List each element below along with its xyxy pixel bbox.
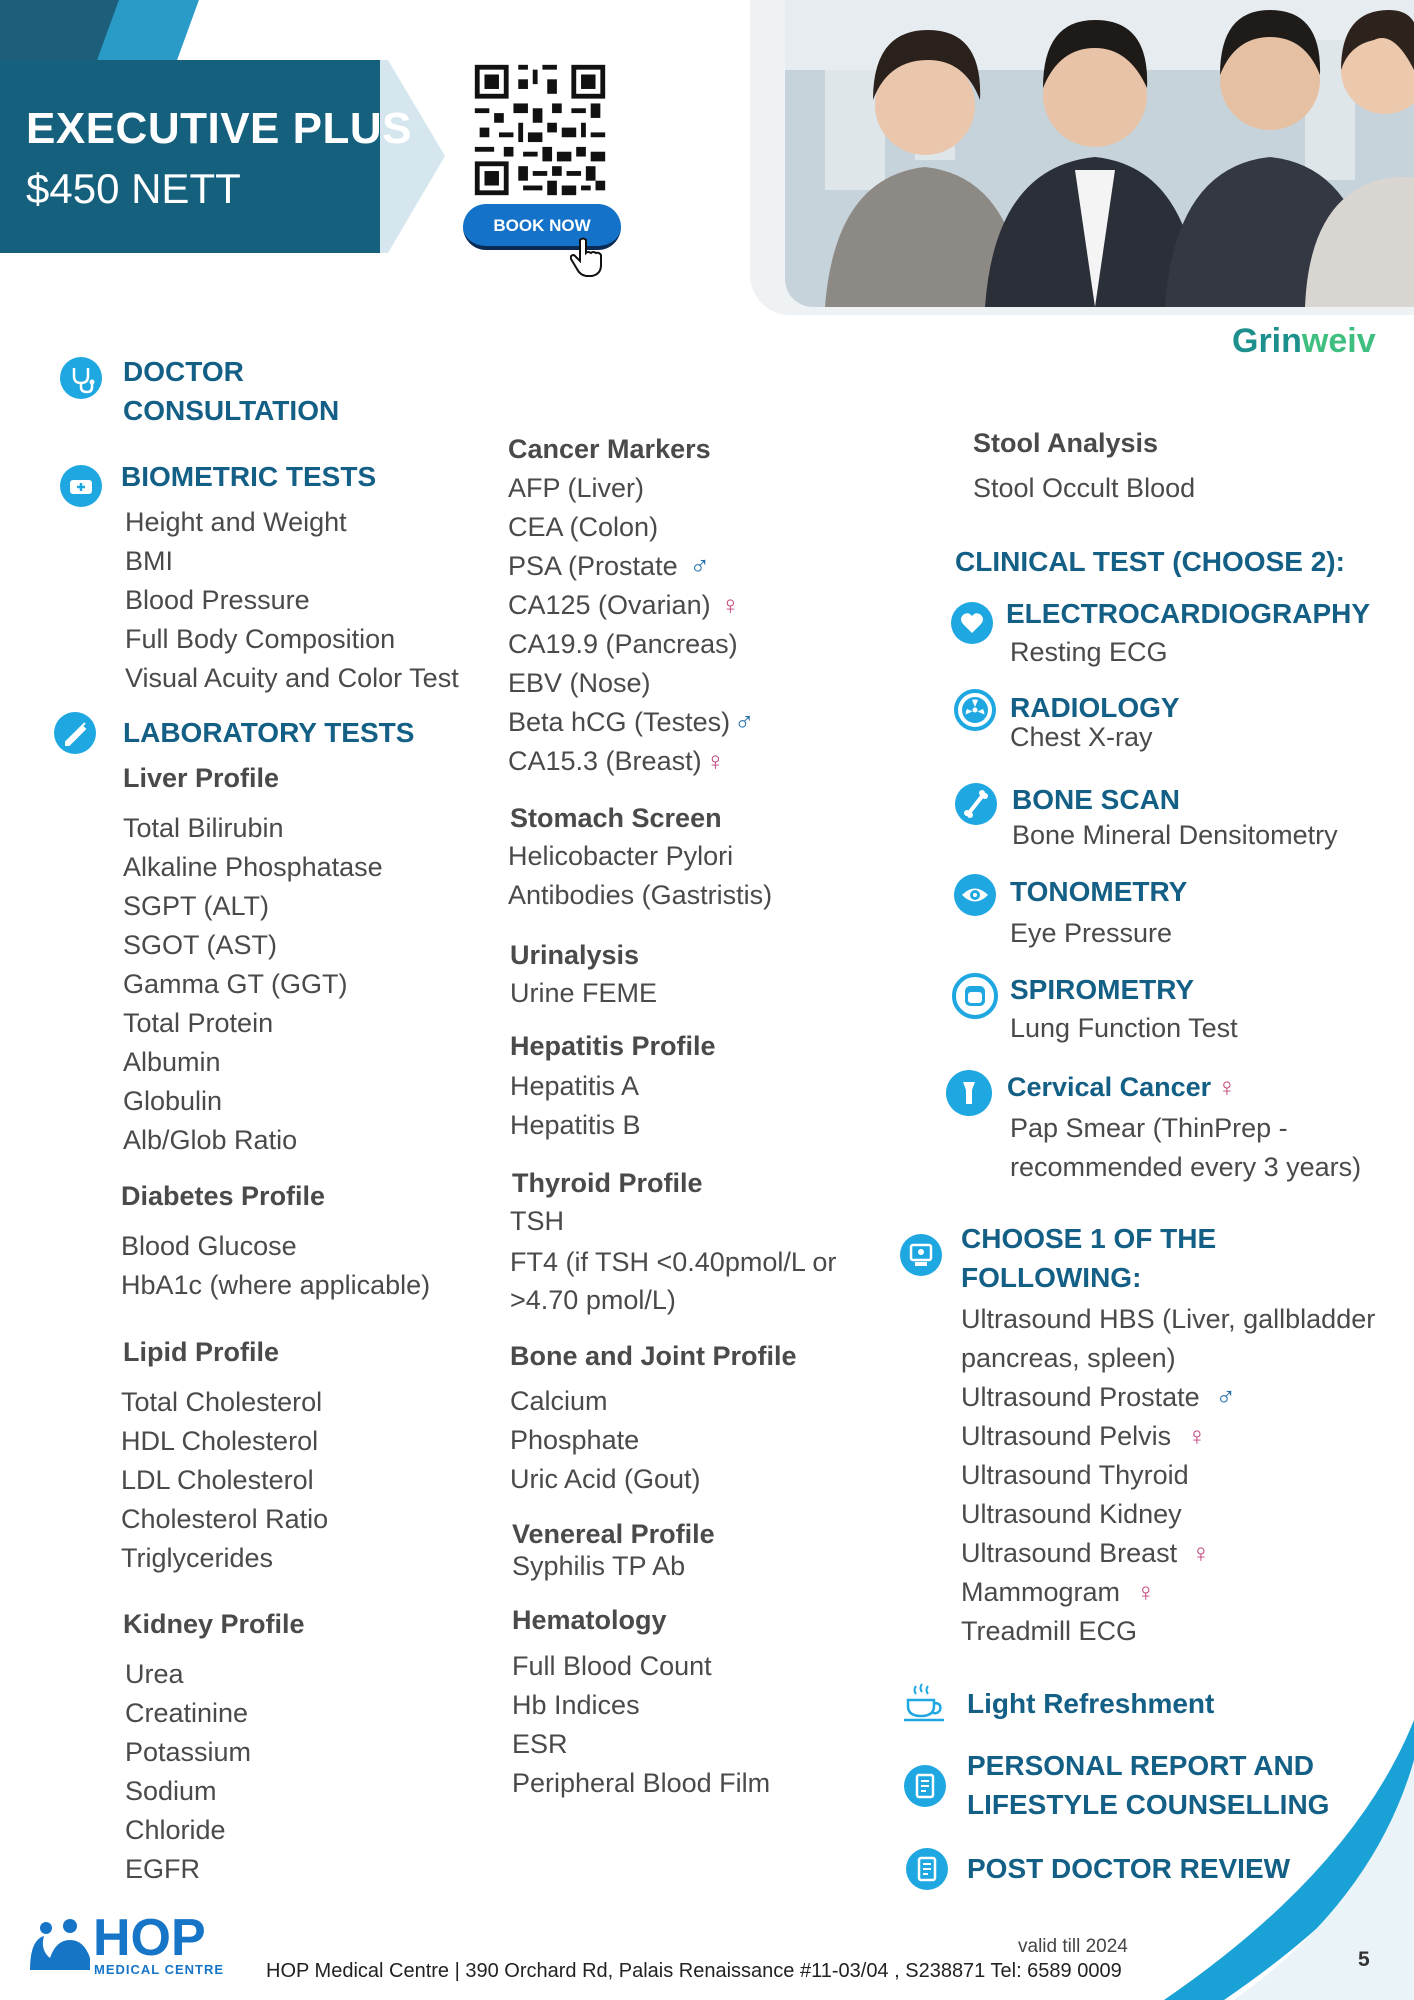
urinalysis-item: Urine FEME	[510, 978, 658, 1008]
lipid-item: Triglycerides	[121, 1543, 274, 1573]
cancer-markers-title: Cancer Markers	[508, 434, 711, 464]
medical-kit-icon	[60, 465, 102, 507]
doctor-consultation-title-2: CONSULTATION	[123, 395, 340, 426]
lipid-item: Cholesterol Ratio	[121, 1504, 329, 1534]
thyroid-item: >4.70 pmol/L)	[510, 1285, 676, 1315]
choose-item: Ultrasound Prostate ♂	[961, 1382, 1236, 1412]
hepatitis-item: Hepatitis A	[510, 1071, 640, 1101]
venereal-item: Syphilis TP Ab	[512, 1551, 686, 1581]
ecg-title: ELECTROCARDIOGRAPHY	[1006, 598, 1371, 629]
coffee-cup-icon	[900, 1678, 952, 1726]
liver-item: SGPT (ALT)	[123, 891, 270, 921]
book-now-button[interactable]: BOOK NOW	[463, 204, 621, 250]
choose-item: Ultrasound Pelvis ♀	[961, 1421, 1207, 1451]
kidney-item: Chloride	[125, 1815, 226, 1845]
cervical-cancer-title: Cervical Cancer ♀	[1007, 1072, 1237, 1102]
grinweiv-logo: Grinweiv	[1232, 322, 1376, 360]
cancer-item: EBV (Nose)	[508, 668, 651, 698]
female-icon: ♀	[705, 746, 726, 776]
spirometry-title: SPIROMETRY	[1010, 974, 1195, 1005]
report-document-icon	[904, 1765, 946, 1807]
choose-one-title-1: CHOOSE 1 OF THE	[961, 1223, 1217, 1254]
cancer-item: Beta hCG (Testes) ♂	[508, 707, 755, 737]
cervical-item: Pap Smear (ThinPrep -	[1010, 1113, 1288, 1143]
thyroid-profile-title: Thyroid Profile	[512, 1168, 703, 1198]
choose-item: Ultrasound Thyroid	[961, 1460, 1189, 1490]
liver-profile-title: Liver Profile	[123, 763, 280, 793]
bone-item: Uric Acid (Gout)	[510, 1464, 701, 1494]
bone-icon	[955, 783, 997, 825]
biometric-item: Visual Acuity and Color Test	[125, 663, 459, 693]
female-icon: ♀	[1136, 1577, 1156, 1607]
stool-analysis-title: Stool Analysis	[973, 428, 1159, 458]
cancer-item: CA125 (Ovarian) ♀	[508, 590, 741, 620]
biometric-item: Blood Pressure	[125, 585, 310, 615]
bone-scan-item: Bone Mineral Densitometry	[1012, 820, 1338, 850]
cancer-item: CA19.9 (Pancreas)	[508, 629, 738, 659]
package-price: $450 NETT	[26, 165, 241, 212]
heart-icon	[951, 602, 993, 644]
cancer-item: PSA (Prostate ♂	[508, 551, 710, 581]
tonometry-item: Eye Pressure	[1010, 918, 1173, 948]
kidney-item: Creatinine	[125, 1698, 249, 1728]
cancer-item: AFP (Liver)	[508, 473, 645, 503]
radiology-title: RADIOLOGY	[1010, 692, 1180, 723]
kidney-item: Urea	[125, 1659, 184, 1689]
hepatitis-item: Hepatitis B	[510, 1110, 641, 1140]
radiation-icon	[954, 689, 996, 731]
liver-item: Albumin	[123, 1047, 221, 1077]
male-icon: ♂	[689, 551, 710, 581]
biometric-item: Full Body Composition	[125, 624, 396, 654]
kidney-item: EGFR	[125, 1854, 201, 1884]
female-icon: ♀	[1217, 1072, 1237, 1102]
urinalysis-title: Urinalysis	[510, 940, 640, 970]
biometric-item: BMI	[125, 546, 174, 576]
clinical-test-title: CLINICAL TEST (CHOOSE 2):	[955, 546, 1345, 577]
lipid-item: LDL Cholesterol	[121, 1465, 314, 1495]
liver-item: Total Protein	[123, 1008, 274, 1038]
liver-item: Alkaline Phosphatase	[123, 852, 383, 882]
hematology-item: Peripheral Blood Film	[512, 1768, 771, 1798]
bone-item: Phosphate	[510, 1425, 640, 1455]
choose-item: Ultrasound Kidney	[961, 1499, 1182, 1529]
stomach-screen-title: Stomach Screen	[510, 803, 722, 833]
choose-item: Ultrasound HBS (Liver, gallbladder	[961, 1304, 1376, 1334]
thyroid-item: FT4 (if TSH <0.40pmol/L or	[510, 1247, 837, 1277]
kidney-item: Sodium	[125, 1776, 217, 1806]
stomach-item: Helicobacter Pylori	[508, 841, 734, 871]
stethoscope-icon	[60, 357, 102, 399]
radiology-item: Chest X-ray	[1010, 722, 1153, 752]
biometric-item: Height and Weight	[125, 507, 347, 537]
review-document-icon	[906, 1848, 948, 1890]
diabetes-item: HbA1c (where applicable)	[121, 1270, 431, 1300]
diabetes-profile-title: Diabetes Profile	[121, 1181, 326, 1211]
choose-item: pancreas, spleen)	[961, 1343, 1176, 1373]
qr-code[interactable]	[470, 60, 610, 200]
male-icon: ♂	[1215, 1382, 1236, 1412]
lipid-profile-title: Lipid Profile	[123, 1337, 280, 1367]
lungs-icon	[952, 973, 998, 1019]
liver-item: SGOT (AST)	[123, 930, 278, 960]
hop-logo-text: HOP	[93, 1909, 206, 1967]
hop-logo-subtitle: MEDICAL CENTRE	[94, 1962, 225, 1977]
footer-address: HOP Medical Centre | 390 Orchard Rd, Palais Renaissance #11-03/04 , S238871 Tel: 6589 0009	[266, 1960, 1122, 1982]
page-number: 5	[1358, 1948, 1370, 1971]
doctor-consultation-title-1: DOCTOR	[123, 356, 244, 387]
spirometry-item: Lung Function Test	[1010, 1013, 1238, 1043]
laboratory-tests-title: LABORATORY TESTS	[123, 717, 415, 748]
syringe-icon	[54, 712, 96, 754]
cervical-icon	[946, 1070, 992, 1116]
liver-item: Total Bilirubin	[123, 813, 284, 843]
kidney-item: Potassium	[125, 1737, 252, 1767]
ultrasound-machine-icon	[900, 1234, 942, 1276]
light-refreshment: Light Refreshment	[967, 1688, 1215, 1719]
female-icon: ♀	[1191, 1538, 1211, 1568]
choose-item: Ultrasound Breast ♀	[961, 1538, 1211, 1568]
female-icon: ♀	[720, 590, 741, 620]
venereal-profile-title: Venereal Profile	[512, 1519, 715, 1549]
liver-item: Alb/Glob Ratio	[123, 1125, 298, 1155]
stool-item: Stool Occult Blood	[973, 473, 1196, 503]
bone-scan-title: BONE SCAN	[1012, 784, 1181, 815]
diabetes-item: Blood Glucose	[121, 1231, 297, 1261]
cancer-item: CEA (Colon)	[508, 512, 659, 542]
cervical-item: recommended every 3 years)	[1010, 1152, 1362, 1182]
bone-item: Calcium	[510, 1386, 608, 1416]
tonometry-title: TONOMETRY	[1010, 876, 1188, 907]
thyroid-item: TSH	[510, 1206, 564, 1236]
hematology-title: Hematology	[512, 1605, 667, 1635]
bone-joint-profile-title: Bone and Joint Profile	[510, 1341, 797, 1371]
choose-item: Treadmill ECG	[961, 1616, 1138, 1646]
hepatitis-profile-title: Hepatitis Profile	[510, 1031, 716, 1061]
package-title: EXECUTIVE PLUS	[26, 104, 412, 153]
lipid-item: Total Cholesterol	[121, 1387, 323, 1417]
male-icon: ♂	[734, 707, 755, 737]
hematology-item: Hb Indices	[512, 1690, 640, 1720]
team-photo	[785, 0, 1414, 307]
biometric-tests-title: BIOMETRIC TESTS	[121, 461, 377, 492]
personal-report-title-1: PERSONAL REPORT AND	[967, 1750, 1314, 1781]
liver-item: Gamma GT (GGT)	[123, 969, 348, 999]
valid-until: valid till 2024	[1018, 1936, 1128, 1957]
liver-item: Globulin	[123, 1086, 223, 1116]
personal-report-title-2: LIFESTYLE COUNSELLING	[967, 1789, 1330, 1820]
choose-one-title-2: FOLLOWING:	[961, 1262, 1142, 1293]
package-banner	[0, 60, 380, 253]
ecg-item: Resting ECG	[1010, 637, 1168, 667]
hand-cursor-icon	[570, 236, 606, 278]
female-icon: ♀	[1187, 1421, 1207, 1451]
choose-item: Mammogram ♀	[961, 1577, 1156, 1607]
lipid-item: HDL Cholesterol	[121, 1426, 319, 1456]
corner-swoosh	[1150, 1720, 1414, 2000]
cancer-item: CA15.3 (Breast) ♀	[508, 746, 726, 776]
hematology-item: ESR	[512, 1729, 568, 1759]
hop-logo-icon	[26, 1914, 92, 1972]
post-doctor-review: POST DOCTOR REVIEW	[967, 1853, 1291, 1884]
stomach-item: Antibodies (Gastristis)	[508, 880, 773, 910]
eye-icon	[954, 874, 996, 916]
hematology-item: Full Blood Count	[512, 1651, 712, 1681]
kidney-profile-title: Kidney Profile	[123, 1609, 305, 1639]
